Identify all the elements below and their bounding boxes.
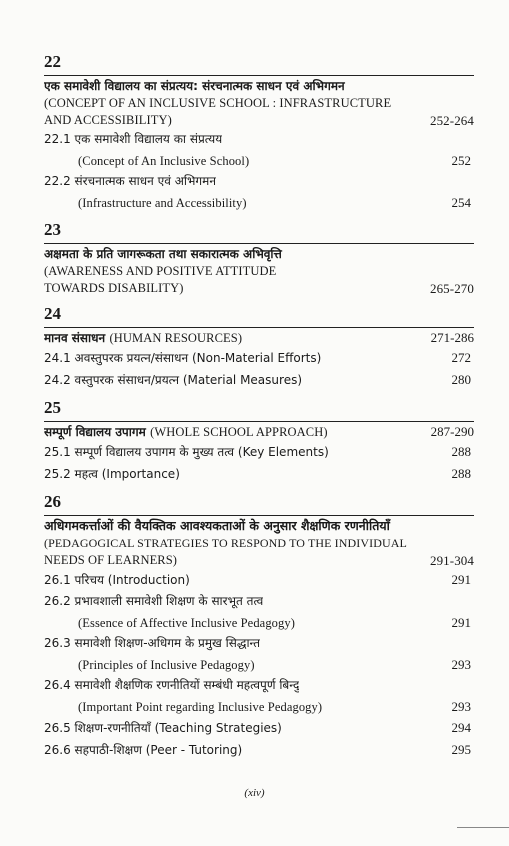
entry-title-hindi: 26.3 समावेशी शिक्षण-अधिगम के प्रमुख सिद्धान्त (44, 636, 261, 650)
entry-page: 280 (451, 372, 471, 387)
toc-entry-english (44, 150, 474, 171)
entry-page: 288 (451, 444, 471, 459)
chapter-page-range: 287-290 (430, 424, 474, 439)
chapter-number: 26 (44, 492, 61, 511)
toc-entry (44, 717, 474, 739)
chapter-title-english (44, 263, 474, 297)
chapter-title-english: (HUMAN RESOURCES) (109, 331, 243, 345)
entry-title-hindi: 26.2 प्रभावशाली समावेशी शिक्षण के सारभूत तत्व (44, 594, 264, 608)
toc-entry (44, 675, 474, 696)
chapter-number: 24 (44, 304, 61, 323)
chapter-25 (44, 398, 474, 485)
toc-entry (44, 463, 474, 485)
chapter-title-english (44, 535, 474, 569)
entry-title: 26.6 सहपाठी-शिक्षण (Peer - Tutoring) (44, 743, 243, 757)
entry-title-english: (Principles of Inclusive Pedagogy) (78, 658, 255, 672)
entry-page: 293 (451, 657, 471, 672)
entry-title-hindi: 26.4 समावेशी शैक्षणिक रणनीतियों सम्बंधी महत्वपूर्ण बिन्दु (44, 678, 300, 692)
chapter-number: 23 (44, 220, 61, 239)
chapter-page-range: 252-264 (429, 113, 474, 128)
chapter-title-english-line2: TOWARDS DISABILITY) (44, 281, 184, 295)
toc-entry (44, 591, 474, 612)
entry-title-hindi: 22.1 एक समावेशी विद्यालय का संप्रत्यय (44, 132, 223, 146)
entry-title-english: (Essence of Affective Inclusive Pedagogy) (78, 616, 295, 630)
chapter-title-row (44, 327, 474, 347)
toc-entry (44, 633, 474, 654)
chapter-title-hindi: अधिगमकर्त्ताओं की वैयक्तिक आवश्यकताओं के अनुसार शैक्षणिक रणनीतियाँ (44, 515, 474, 535)
chapter-title-hindi: मानव संसाधन (44, 331, 106, 345)
chapter-title-english-line1: (PEDAGOGICAL STRATEGIES TO RESPOND TO THE INDIVIDUAL (44, 536, 407, 550)
entry-page: 288 (451, 466, 471, 481)
entry-title: 24.2 वस्तुपरक संसाधन/प्रयत्न (Material Measures) (44, 373, 303, 387)
toc-entry (44, 739, 474, 761)
entry-title: 26.5 शिक्षण-रणनीतियाँ (Teaching Strategies) (44, 721, 282, 735)
chapter-title-english-line1: (AWARENESS AND POSITIVE ATTITUDE (44, 264, 277, 278)
chapter-title-hindi: एक समावेशी विद्यालय का संप्रत्यय: संरचनात्मक साधन एवं अभिगमन (44, 75, 474, 95)
entry-title: 24.1 अवस्तुपरक प्रयत्न/संसाधन (Non-Material Efforts) (44, 351, 322, 365)
toc-entry (44, 129, 474, 150)
toc-entry (44, 171, 474, 192)
toc-entry (44, 441, 474, 463)
table-of-contents (44, 52, 474, 768)
toc-entry-english (44, 654, 474, 675)
toc-entry-english (44, 192, 474, 213)
chapter-title-english-line1: (CONCEPT OF AN INCLUSIVE SCHOOL : INFRASTRUCTURE (44, 96, 392, 110)
toc-entry (44, 569, 474, 591)
chapter-title-english-line2: NEEDS OF LEARNERS) (44, 553, 178, 567)
entry-page: 272 (451, 350, 471, 365)
entry-title-english: (Infrastructure and Accessibility) (78, 196, 247, 210)
chapter-title-row (44, 421, 474, 441)
chapter-number: 25 (44, 398, 61, 417)
entry-page: 252 (451, 153, 471, 168)
entry-title: 25.2 महत्व (Importance) (44, 467, 180, 481)
chapter-22 (44, 52, 474, 213)
chapter-24 (44, 304, 474, 391)
page-folio: (xiv) (244, 787, 265, 799)
entry-title-hindi: 22.2 संरचनात्मक साधन एवं अभिगमन (44, 174, 217, 188)
entry-title: 26.1 परिचय (Introduction) (44, 573, 190, 587)
chapter-title-english: (WHOLE SCHOOL APPROACH) (150, 425, 328, 439)
page-edge-line (457, 827, 509, 828)
chapter-title-hindi: अक्षमता के प्रति जागरूकता तथा सकारात्मक अभिवृत्ति (44, 243, 474, 263)
chapter-26 (44, 492, 474, 761)
entry-page: 293 (451, 699, 471, 714)
chapter-page-range: 265-270 (429, 281, 474, 296)
entry-page: 254 (451, 195, 471, 210)
entry-page: 291 (451, 615, 471, 630)
entry-title-english: (Concept of An Inclusive School) (78, 154, 250, 168)
entry-page: 294 (451, 720, 471, 735)
chapter-title-english (44, 95, 474, 129)
toc-entry-english (44, 696, 474, 717)
chapter-page-range: 291-304 (429, 553, 474, 568)
chapter-title-hindi: सम्पूर्ण विद्यालय उपागम (44, 425, 146, 439)
entry-page: 291 (451, 572, 471, 587)
entry-page: 295 (451, 742, 471, 757)
chapter-23 (44, 220, 474, 297)
entry-title: 25.1 सम्पूर्ण विद्यालय उपागम के मुख्य तत्व (Key Elements) (44, 445, 329, 459)
entry-title-english: (Important Point regarding Inclusive Pedagogy) (78, 700, 323, 714)
toc-entry-english (44, 612, 474, 633)
chapter-number: 22 (44, 52, 61, 71)
toc-entry (44, 347, 474, 369)
chapter-title-english-line2: AND ACCESSIBILITY) (44, 113, 172, 127)
toc-entry (44, 369, 474, 391)
chapter-page-range: 271-286 (430, 330, 474, 345)
